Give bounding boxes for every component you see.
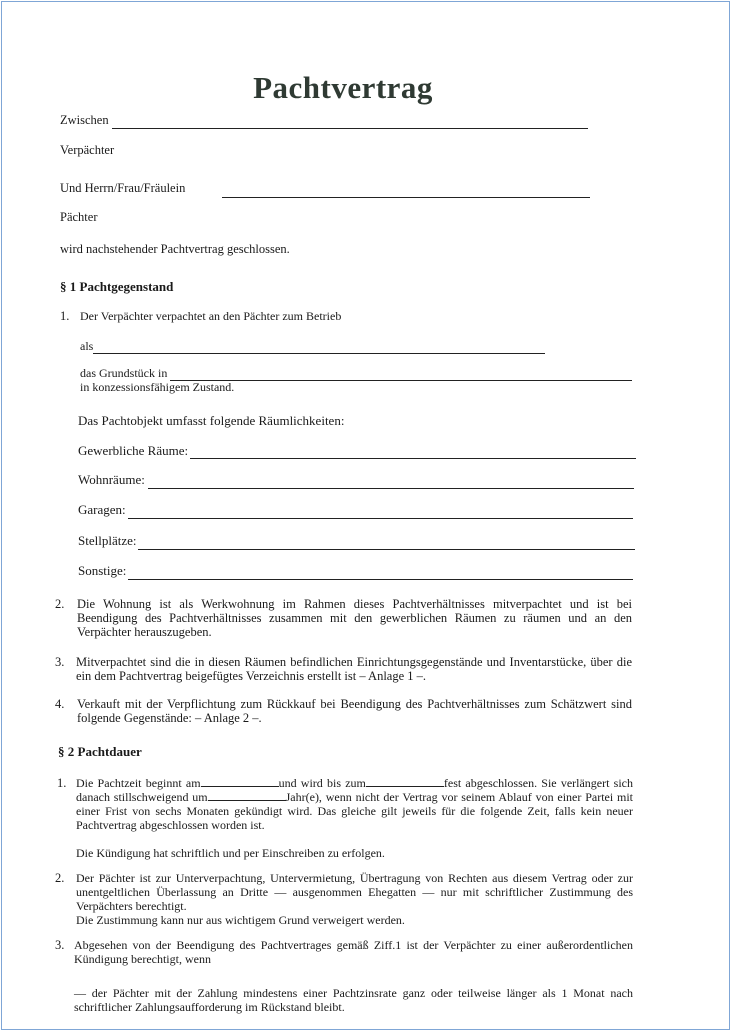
- property-field[interactable]: [170, 380, 632, 381]
- garages-field[interactable]: [128, 518, 633, 519]
- termination-text: Abgesehen von der Beendigung des Pachtvertrages gemäß Ziff.1 ist der Verpächter zu einer außerordentlichen Kündigung berechtigt, wenn: [74, 938, 633, 966]
- item-number: 4.: [55, 697, 65, 711]
- and-person-label: Und Herrn/Frau/Fräulein: [60, 181, 186, 195]
- garages-label: Garagen:: [78, 502, 126, 517]
- lessor-field[interactable]: [112, 128, 588, 129]
- extension-years-field[interactable]: [208, 790, 286, 801]
- consent-text: Die Zustimmung kann nur aus wichtigem Grund verweigert werden.: [76, 913, 405, 927]
- other-label: Sonstige:: [78, 563, 127, 578]
- document-title: Pachtvertrag: [253, 70, 433, 105]
- between-label: Zwischen: [60, 113, 109, 127]
- item-number: 3.: [55, 655, 65, 669]
- item-number: 3.: [55, 938, 65, 952]
- as-field[interactable]: [93, 353, 545, 354]
- notice-text: Die Kündigung hat schriftlich und per Einschreiben zu erfolgen.: [76, 846, 385, 860]
- section2-heading: § 2 Pachtdauer: [58, 744, 142, 759]
- lessor-label: Verpächter: [60, 143, 115, 157]
- sublease-text: Der Pächter ist zur Unterverpachtung, Untervermietung, Übertragung von Rechten aus diesem Vertrag oder zur unentgeltlichen Überlassung an Dritte — ausgenommen Ehegatten — nur mit schriftlicher Zustimmung des Verpächters berechtigt.: [76, 871, 633, 913]
- item-number: 2.: [55, 871, 65, 885]
- parking-field[interactable]: [138, 549, 635, 550]
- duration-text-1: Die Pachtzeit beginnt am: [76, 776, 201, 790]
- commercial-rooms-field[interactable]: [190, 458, 636, 459]
- rooms-intro: Das Pachtobjekt umfasst folgende Räumlichkeiten:: [78, 413, 345, 428]
- end-date-field[interactable]: [366, 776, 444, 787]
- duration-text-3: fest abgeschlossen. Sie verlängert sich danach stillschweigend um: [76, 776, 633, 804]
- lessee-label: Pächter: [60, 210, 98, 224]
- item2-text: Die Wohnung ist als Werkwohnung im Rahmen dieses Pachtverhältnisses mitverpachtet und ist bei Beendigung des Pachtverhältnisses zusammen mit den gewerblichen Räumen zu räumen und an den Verpächter herauszugeben.: [77, 597, 632, 639]
- property-label: das Grundstück in: [80, 366, 168, 380]
- duration-text-2: und wird bis zum: [278, 776, 366, 790]
- item-number: 1.: [57, 776, 67, 790]
- parking-label: Stellplätze:: [78, 533, 137, 548]
- section1-heading: § 1 Pachtgegenstand: [60, 279, 174, 294]
- start-date-field[interactable]: [201, 776, 279, 787]
- intro-text: wird nachstehender Pachtvertrag geschlossen.: [60, 242, 290, 256]
- item1-text: Der Verpächter verpachtet an den Pächter zum Betrieb: [80, 309, 342, 323]
- item3-text: Mitverpachtet sind die in diesen Räumen befindlichen Einrichtungsgegenstände und Inventarstücke, über die ein dem Pachtvertrag beigefügtes Verzeichnis erstellt ist – Anlage 1 –.: [76, 655, 632, 683]
- as-label: als: [80, 339, 94, 353]
- condition-text: in konzessionsfähigem Zustand.: [80, 380, 235, 394]
- commercial-rooms-label: Gewerbliche Räume:: [78, 443, 189, 458]
- duration-text: [76, 776, 633, 832]
- item-number: 2.: [55, 597, 65, 611]
- item-number: 1.: [60, 309, 70, 323]
- other-field[interactable]: [128, 579, 633, 580]
- living-rooms-field[interactable]: [148, 488, 634, 489]
- termination-case-text: — der Pächter mit der Zahlung mindestens einer Pachtzinsrate ganz oder teilweise länger als 1 Monat nach schriftlicher Zahlungsaufforderung im Rückstand bleibt.: [74, 986, 633, 1014]
- duration-text-4: Jahr(e), wenn nicht der Vertrag vor seinem Ablauf von einer Partei mit einer Frist von sechs Monaten gekündigt wird. Das gleiche gilt jeweils für die folgende Zeit, falls kein neuer Pachtvertrag abgeschlossen worden ist.: [76, 790, 634, 832]
- item4-text: Verkauft mit der Verpflichtung zum Rückkauf bei Beendigung des Pachtverhältnisses zum Schätzwert sind folgende Gegenstände: – Anlage 2 –.: [77, 697, 632, 725]
- living-rooms-label: Wohnräume:: [78, 472, 145, 487]
- lessee-field[interactable]: [222, 197, 590, 198]
